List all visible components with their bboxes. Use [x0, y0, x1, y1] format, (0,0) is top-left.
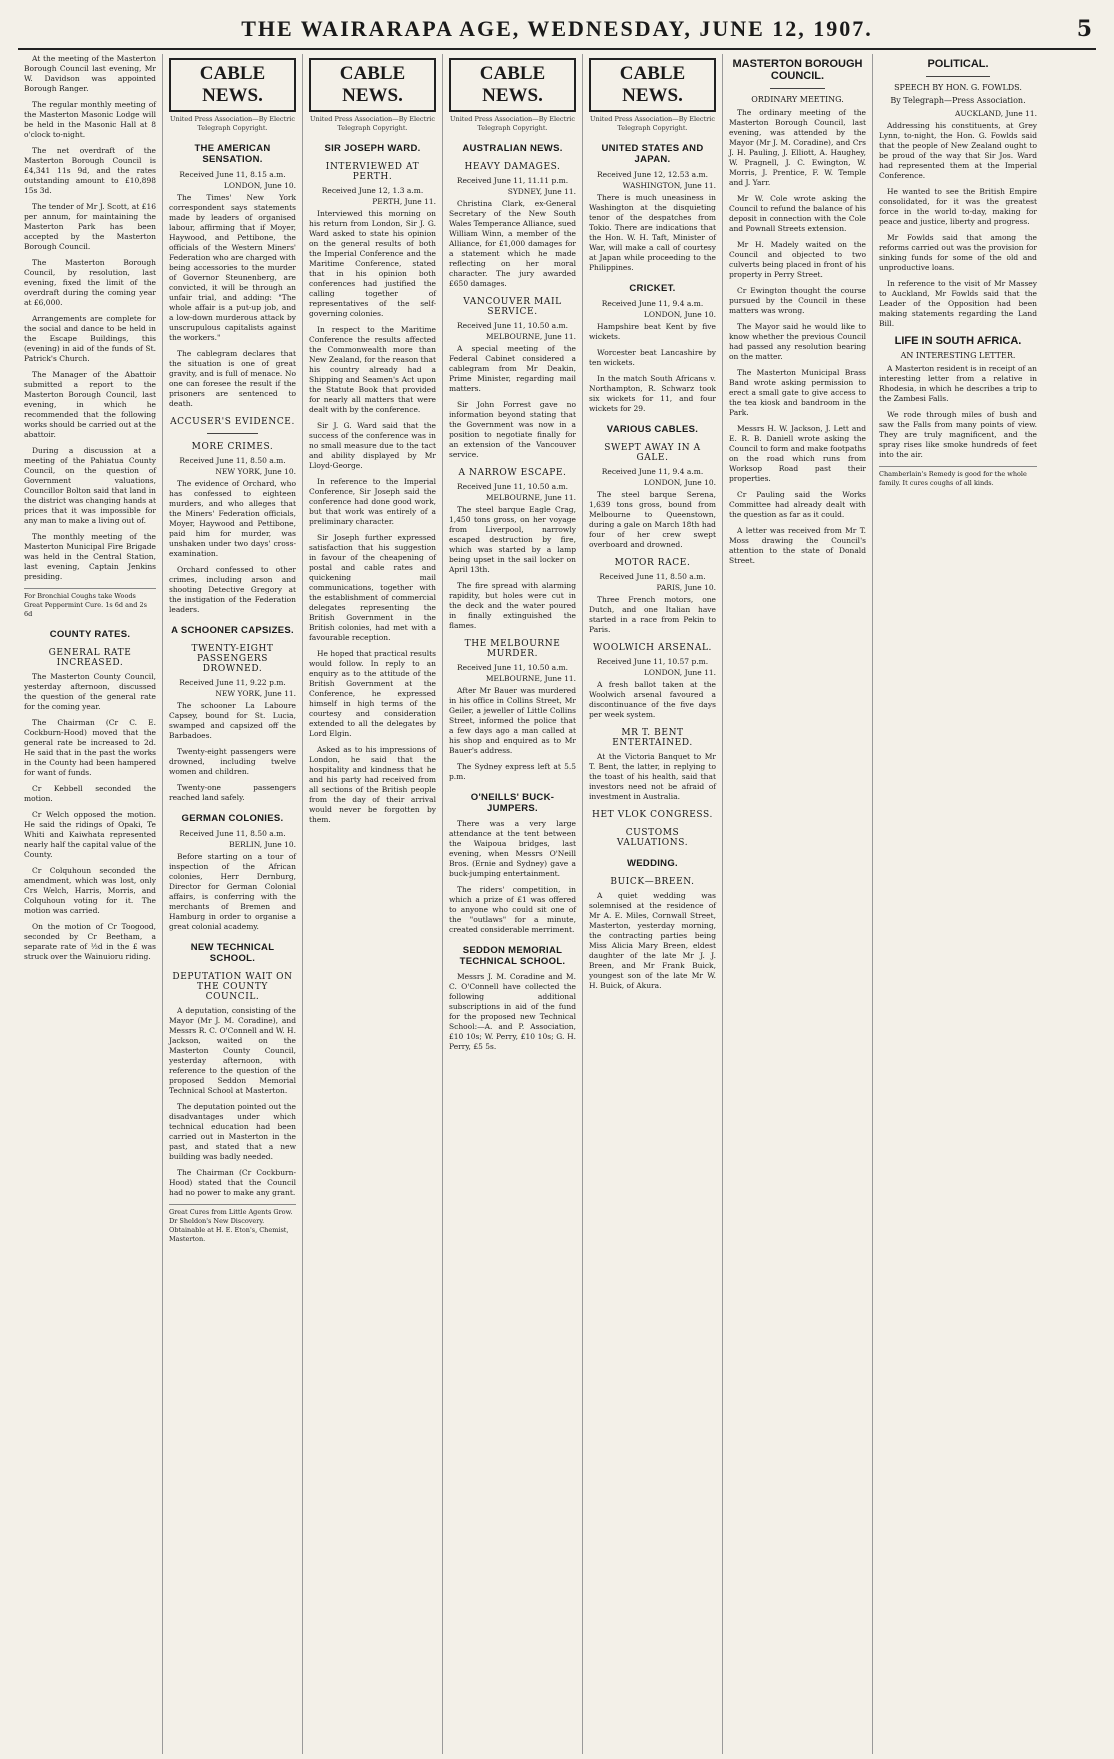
section-heading: VARIOUS CABLES.: [606, 424, 699, 435]
dateline: NEW YORK, June 11.: [215, 689, 296, 698]
section-subheading: A NARROW ESCAPE.: [458, 468, 567, 478]
section-subheading: TWENTY-EIGHT PASSENGERS DROWNED.: [191, 644, 274, 674]
dateline: MELBOURNE, June 11.: [485, 674, 576, 683]
masthead: [18, 14, 1096, 50]
article-paragraph: In the match South Africans v. Northampton, R. Schwarz took six wickets for 11, and four wickets for 29.: [589, 374, 716, 413]
article-paragraph: Addressing his constituents, at Grey Lynn, to-night, the Hon. G. Fowlds said that the people of New Zealand ought to be proud of the way that Sir Jos. Ward had represented them at the Imperial Conference.: [879, 121, 1037, 180]
article-paragraph: At the Victoria Banquet to Mr T. Bent, the latter, in replying to the toast of his health, said that investors need not be afraid of investment in Australia.: [589, 752, 716, 801]
section-subheading: MR T. BENT ENTERTAINED.: [612, 728, 693, 748]
article-paragraph: He hoped that practical results would follow. In reply to an enquiry as to the attitude of the British Government at the Conference, he expressed himself in high terms of the courtesy and consideration extended to all the delegates by Lord Elgin.: [309, 649, 436, 738]
cable-news-banner: CABLE NEWS.: [589, 58, 716, 112]
section-subheading: ACCUSER'S EVIDENCE.: [170, 417, 295, 427]
article-paragraph: Sir J. G. Ward said that the success of the conference was in no small measure due to the tact and ability displayed by Mr Lloyd-George.: [309, 421, 436, 470]
column-2: [163, 54, 303, 1754]
column-3: [303, 54, 443, 1754]
article-paragraph: Sir John Forrest gave no information beyond stating that the Government was now in a position to negotiate finally for an extension of the Vancouver service.: [449, 400, 576, 459]
section-subheading: THE MELBOURNE MURDER.: [464, 639, 561, 659]
newspaper-title: THE WAIRARAPA AGE, WEDNESDAY, JUNE 12, 1907.: [241, 16, 873, 41]
article-paragraph: The net overdraft of the Masterton Borough Council is £4,341 11s 9d, and the rates outstanding amount to £10,898 15s 3d.: [24, 146, 156, 195]
article-paragraph: Arrangements are complete for the social and dance to be held in the Escape Buildings, this (evening) in aid of the funds of St. Patrick's Church.: [24, 314, 156, 363]
section-subheading: WOOLWICH ARSENAL.: [592, 643, 713, 653]
article-paragraph: The Mayor said he would like to know whether the previous Council had passed any resolution bearing on the matter.: [729, 322, 866, 361]
article-paragraph: There is much uneasiness in Washington at the disquieting tenor of the despatches from Tokio. There are indications that the Hon. W. H. Taft, Minister of War, will make a call of courtesy at Japan while proceeding to the Philippines.: [589, 193, 716, 272]
received-time: Received June 11, 11.11 p.m.: [456, 176, 569, 185]
section-subheading: INTERVIEWED AT PERTH.: [325, 162, 420, 182]
article-paragraph: Before starting on a tour of inspection of the African colonies, Herr Dernburg, Director for German Colonial affairs, is conferring with the merchants of Bremen and Hamburg in order to organise a great colonial academy.: [169, 852, 296, 931]
article-paragraph: Worcester beat Lancashire by ten wickets.: [589, 348, 716, 367]
article-paragraph: During a discussion at a meeting of the Pahiatua County Council, on the question of Government valuations, Councillor Bolton said that land in the district was changing hands at prices that it was impossible for any man to make a living out of.: [24, 446, 156, 525]
section-heading: UNITED STATES AND JAPAN.: [601, 143, 704, 165]
dateline: SYDNEY, June 11.: [507, 187, 576, 196]
article-paragraph: In respect to the Maritime Conference the results affected the Commonwealth more than New Zealand, for the reason that his country already had a Shipping and Seamen's Act upon the Statute Book that provided for nearly all matters that were dealt with by the conference.: [309, 325, 436, 414]
article-paragraph: The steel barque Eagle Crag, 1,450 tons gross, on her voyage from Liverpool, narrowly escaped destruction by fire, which was started by a lamp being upset in the sail locker on April 13th.: [449, 505, 576, 574]
dateline: BERLIN, June 10.: [229, 840, 296, 849]
section-heading: GERMAN COLONIES.: [181, 813, 284, 824]
article-paragraph: The Masterton Municipal Brass Band wrote asking permission to erect a small gate to give access to the tea kiosk and bandroom in the Park.: [729, 368, 866, 417]
dateline: MELBOURNE, June 11.: [485, 493, 576, 502]
article-paragraph: On the motion of Cr Toogood, seconded by Cr Beetham, a separate rate of ½d in the £ was struck over the Wainuioru riding.: [24, 922, 156, 961]
cable-news-banner: CABLE NEWS.: [449, 58, 576, 112]
section-subheading: By Telegraph—Press Association.: [890, 96, 1026, 105]
article-paragraph: Cr Colquhoun seconded the amendment, which was lost, only Crs Welch, Harris, Morris, and Colquhoun voting for it. The motion was carried.: [24, 866, 156, 915]
section-heading: POLITICAL.: [927, 58, 989, 70]
article-paragraph: The Masterton Borough Council, by resolution, last evening, fixed the limit of the overdraft during the coming year at £6,000.: [24, 258, 156, 307]
divider: [926, 76, 989, 77]
article-paragraph: He wanted to see the British Empire consolidated, for it was the greatest force in the world to-day, making for peace and justice, liberty and progress.: [879, 187, 1037, 226]
dateline: LONDON, June 10.: [643, 310, 716, 319]
section-subheading: CUSTOMS VALUATIONS.: [616, 828, 689, 848]
article-paragraph: The Sydney express left at 5.5 p.m.: [449, 762, 576, 781]
article-paragraph: Twenty-eight passengers were drowned, including twelve women and children.: [169, 747, 296, 776]
article-paragraph: The cablegram declares that the situation is one of great gravity, and is full of menace. No one can foresee the result if the prisoners are sentenced to death.: [169, 349, 296, 408]
article-paragraph: Messrs J. M. Coradine and M. C. O'Connell have collected the following additional subscriptions in aid of the fund for the proposed new Technical School:—A. and P. Association, £10 10s; W. Perry, £10 10s; G. H. Perry, £5 5s.: [449, 972, 576, 1051]
column-1: [18, 54, 163, 1754]
article-paragraph: The evidence of Orchard, who has confessed to eighteen murders, and who alleges that the Miners' Federation officials, Moyer, Haywood and Pettibone, paid him for murder, was unshaken under two days' cross-examination.: [169, 479, 296, 558]
section-subheading: BUICK—BREEN.: [610, 877, 695, 887]
article-paragraph: Twenty-one passengers reached land safely.: [169, 783, 296, 802]
divider: [770, 88, 825, 89]
article-paragraph: The deputation pointed out the disadvantages under which technical education had been carried out in Masterton in the past, and stated that a new building was badly needed.: [169, 1102, 296, 1161]
article-paragraph: The steel barque Serena, 1,639 tons gross, bound from Melbourne to Queenstown, during a gale on March 18th had four of her crew swept overboard and drowned.: [589, 490, 716, 549]
cable-credit: United Press Association—By Electric Telegraph Copyright.: [450, 115, 575, 132]
received-time: Received June 11, 8.50 a.m.: [599, 572, 706, 581]
section-subheading: HET VLOK CONGRESS.: [592, 810, 713, 820]
article-paragraph: Orchard confessed to other crimes, including arson and shooting Detective Gregory at the instigation of the Federation leaders.: [169, 565, 296, 614]
article-paragraph: A fresh ballot taken at the Woolwich arsenal favoured a discontinuance of the five days per week system.: [589, 680, 716, 719]
article-paragraph: The tender of Mr J. Scott, at £16 per annum, for maintaining the Masterton Park has been accepted by the Masterton Borough Council.: [24, 202, 156, 251]
received-time: Received June 11, 10.50 a.m.: [457, 321, 568, 330]
cable-credit: United Press Association—By Electric Telegraph Copyright.: [310, 115, 435, 132]
article-paragraph: Asked as to his impressions of London, he said that the hospitality and kindness that he and his party had received from all sections of the British people from the day of their arrival would never be forgotten by them.: [309, 745, 436, 824]
article-paragraph: The ordinary meeting of the Masterton Borough Council, last evening, was attended by the Mayor (Mr J. M. Coradine), and Crs J. H. Pauling, J. Elliott, A. Haughey, W. Pragnell, J. C. Ewington, W. Morris, J. Prentice, F. W. Temple and J. Yarr.: [729, 108, 866, 187]
article-paragraph: At the meeting of the Masterton Borough Council last evening, Mr W. Davidson was appointed Borough Ranger.: [24, 54, 156, 93]
article-paragraph: The schooner La Laboure Capsey, bound for St. Lucia, swamped and capsized off the Barbadoes.: [169, 701, 296, 740]
divider: [207, 433, 258, 434]
received-time: Received June 11, 8.50 a.m.: [179, 829, 286, 838]
article-paragraph: The Chairman (Cr C. E. Cockburn-Hood) moved that the general rate be increased to 2d. He said that in the past the works in the County had been hampered for want of funds.: [24, 718, 156, 777]
received-time: Received June 11, 10.50 a.m.: [457, 663, 568, 672]
article-paragraph: In reference to the Imperial Conference, Sir Joseph said the conference had done good work, but that work was entirely of a preliminary character.: [309, 477, 436, 526]
cable-credit: United Press Association—By Electric Telegraph Copyright.: [590, 115, 715, 132]
section-heading: THE AMERICAN SENSATION.: [194, 143, 271, 165]
section-heading: MASTERTON BOROUGH COUNCIL.: [732, 58, 863, 82]
section-heading: O'NEILLS' BUCK-JUMPERS.: [470, 792, 555, 814]
article-paragraph: Christina Clark, ex-General Secretary of the New South Wales Temperance Alliance, sued William Winn, a member of the Alliance, for £1,000 damages for a statement which he made reflecting on her moral character. The jury awarded £650 damages.: [449, 199, 576, 288]
dateline: LONDON, June 10.: [223, 181, 296, 190]
section-subheading: AN INTERESTING LETTER.: [900, 351, 1016, 360]
article-paragraph: In reference to the visit of Mr Massey to Auckland, Mr Fowlds said that the Leader of the Opposition had been making statements regarding the Land Bill.: [879, 279, 1037, 328]
article-paragraph: Interviewed this morning on his return from London, Sir J. G. Ward asked to state his opinion on the general results of both the Imperial Conference and the Maritime Conference, stated that in his opinion both conferences had justified the calling together of representatives of the self-governing colonies.: [309, 209, 436, 318]
section-heading: SEDDON MEMORIAL TECHNICAL SCHOOL.: [459, 945, 566, 967]
dateline: MELBOURNE, June 11.: [485, 332, 576, 341]
article-paragraph: Messrs H. W. Jackson, J. Lett and E. R. B. Daniell wrote asking the Council to form and make footpaths on the road which runs from Worksop Road past their properties.: [729, 424, 866, 483]
article-paragraph: Hampshire beat Kent by five wickets.: [589, 322, 716, 341]
section-subheading: MORE CRIMES.: [191, 442, 274, 452]
dateline: AUCKLAND, June 11.: [955, 109, 1037, 118]
article-paragraph: A quiet wedding was solemnised at the residence of Mr A. E. Miles, Cornwall Street, Masterton, yesterday morning, the contracting parties being Miss Alicia Mary Breen, eldest daughter of the late Mr J. J. Breen, and Mr Frank Buick, youngest son of the late Mr W. H. Buick, of Akura.: [589, 891, 716, 990]
article-paragraph: Mr H. Madely waited on the Council and objected to two culverts being placed in front of his property in Perry Street.: [729, 240, 866, 279]
dateline: NEW YORK, June 10.: [215, 467, 296, 476]
received-time: Received June 11, 8.50 a.m.: [179, 456, 286, 465]
dateline: PERTH, June 11.: [372, 197, 436, 206]
article-paragraph: The regular monthly meeting of the Masterton Masonic Lodge will be held in the Masonic Hall at 8 o'clock to-night.: [24, 100, 156, 139]
section-subheading: DEPUTATION WAIT ON THE COUNTY COUNCIL.: [172, 972, 293, 1002]
received-time: Received June 12, 12.53 a.m.: [597, 170, 708, 179]
article-paragraph: Three French motors, one Dutch, and one Italian have started in a race from Pekin to Paris.: [589, 595, 716, 634]
received-time: Received June 11, 8.15 a.m.: [179, 170, 286, 179]
article-paragraph: The fire spread with alarming rapidity, but holes were cut in the deck and the water poured in finally extinguished the flames.: [449, 581, 576, 630]
received-time: Received June 12, 1.3 a.m.: [321, 186, 424, 195]
column-5: [583, 54, 723, 1754]
received-time: Received June 11, 10.50 a.m.: [457, 482, 568, 491]
received-time: Received June 11, 9.4 a.m.: [601, 467, 704, 476]
section-subheading: MOTOR RACE.: [614, 558, 691, 568]
article-paragraph: Cr Pauling said the Works Committee had already dealt with the question as far as it could.: [729, 490, 866, 519]
article-paragraph: A deputation, consisting of the Mayor (Mr J. M. Coradine), and Messrs R. C. O'Connell and W. H. Jackson, waited on the Masterton County Council, yesterday afternoon, with reference to the question of the proposed Seddon Memorial Technical School at Masterton.: [169, 1006, 296, 1095]
section-subheading: SPEECH BY HON. G. FOWLDS.: [894, 83, 1022, 92]
cable-news-banner: CABLE NEWS.: [169, 58, 296, 112]
section-subheading: SWEPT AWAY IN A GALE.: [604, 443, 701, 463]
column-6: [723, 54, 873, 1754]
section-subheading: HEAVY DAMAGES.: [464, 162, 561, 172]
section-heading: AUSTRALIAN NEWS.: [462, 143, 563, 154]
article-paragraph: The riders' competition, in which a prize of £1 was offered to anyone who could sit one of the "outlaws" for a minute, created considerable merriment.: [449, 885, 576, 934]
advertisement: For Bronchial Coughs take Woods Great Peppermint Cure. 1s 6d and 2s 6d: [24, 588, 156, 619]
page-number: 5: [1076, 16, 1092, 42]
article-paragraph: We rode through miles of bush and saw the Falls from many points of view. They are truly magnificent, and the spray rises like smoke hundreds of feet into the air.: [879, 410, 1037, 459]
article-paragraph: A Masterton resident is in receipt of an interesting letter from a relative in Rhodesia, in which he describes a trip to the Zambesi Falls.: [879, 364, 1037, 403]
article-paragraph: A special meeting of the Federal Cabinet considered a cablegram from Mr Deakin, Prime Minister, regarding mail matters.: [449, 344, 576, 393]
cable-credit: United Press Association—By Electric Telegraph Copyright.: [170, 115, 295, 132]
column-7: [873, 54, 1043, 1754]
cable-news-banner: CABLE NEWS.: [309, 58, 436, 112]
dateline: LONDON, June 10.: [643, 478, 716, 487]
article-paragraph: A letter was received from Mr T. Moss drawing the Council's attention to the state of Donald Street.: [729, 526, 866, 565]
article-paragraph: After Mr Bauer was murdered in his office in Collins Street, Mr Geiler, a jeweller of Little Collins Street, informed the police that a few days ago a man called at his shop and enquired as to Mr Bauer's address.: [449, 686, 576, 755]
article-paragraph: Cr Welch opposed the motion. He said the ridings of Opaki, Te Whiti and Kaiwhata represented nearly half the capital value of the County.: [24, 810, 156, 859]
article-paragraph: Mr W. Cole wrote asking the Council to refund the balance of his deposit in connection with the Cole and Pownall Streets extension.: [729, 194, 866, 233]
received-time: Received June 11, 9.22 p.m.: [179, 678, 286, 687]
section-heading: LIFE IN SOUTH AFRICA.: [894, 335, 1022, 347]
article-paragraph: Cr Ewington thought the course pursued by the Council in these matters was wrong.: [729, 286, 866, 315]
section-subheading: GENERAL RATE INCREASED.: [48, 648, 132, 668]
article-paragraph: Cr Kebbell seconded the motion.: [24, 784, 156, 803]
advertisement: Great Cures from Little Agents Grow. Dr Sheldon's New Discovery. Obtainable at H. E. Eton's, Chemist, Masterton.: [169, 1204, 296, 1244]
article-paragraph: Sir Joseph further expressed satisfaction that his suggestion in favour of the cheapening of postal and cable rates and quickening mail communications, together with the establishment of commercial delegates representing the British Government in the British colonies, had met with a favourable reception.: [309, 533, 436, 642]
section-heading: WEDDING.: [627, 858, 678, 869]
received-time: Received June 11, 10.57 p.m.: [596, 657, 709, 666]
dateline: WASHINGTON, June 11.: [622, 181, 716, 190]
dateline: LONDON, June 11.: [643, 668, 716, 677]
section-heading: A SCHOONER CAPSIZES.: [171, 625, 294, 636]
advertisement: Chamberlain's Remedy is good for the whole family. It cures coughs of all kinds.: [879, 466, 1037, 488]
section-heading: SIR JOSEPH WARD.: [324, 143, 421, 154]
dateline: PARIS, June 10.: [656, 583, 716, 592]
article-paragraph: There was a very large attendance at the tent between the Waipoua bridges, last evening, when Messrs O'Neill Bros. (Ernie and Sydney) gave a buck-jumping entertainment.: [449, 819, 576, 878]
article-paragraph: Mr Fowlds said that among the reforms carried out was the provision for sinking funds for some of the old and unproductive loans.: [879, 233, 1037, 272]
section-subheading: VANCOUVER MAIL SERVICE.: [463, 297, 562, 317]
article-paragraph: The monthly meeting of the Masterton Municipal Fire Brigade was held in the Central Station, last evening, Captain Jenkins presiding.: [24, 532, 156, 581]
article-paragraph: The Chairman (Cr Cockburn-Hood) stated that the Council had no power to make any grant.: [169, 1168, 296, 1197]
column-4: [443, 54, 583, 1754]
received-time: Received June 11, 9.4 a.m.: [601, 299, 704, 308]
section-subheading: ORDINARY MEETING.: [751, 95, 844, 104]
section-heading: CRICKET.: [629, 283, 676, 294]
section-heading: NEW TECHNICAL SCHOOL.: [190, 942, 275, 964]
section-heading: COUNTY RATES.: [49, 629, 131, 640]
article-paragraph: The Manager of the Abattoir submitted a report to the Masterton Borough Council, last evening, in which he recommended that the following works should be carried out at the abattoir.: [24, 370, 156, 439]
article-paragraph: The Masterton County Council, yesterday afternoon, discussed the question of the general rate for the coming year.: [24, 672, 156, 711]
article-paragraph: The Times' New York correspondent says statements made by leaders of organised labour, affirming that if Moyer, Haywood, and Pettibone, the officials of the Western Miners' Federation who are charged with being accessories to the murder of Governor Steunenberg, are convicted, it will be through an unfair trial, and adding: "The whole affair is a put-up job, and a low-down murderous attack by unscrupulous capitalists against the workers.": [169, 193, 296, 342]
